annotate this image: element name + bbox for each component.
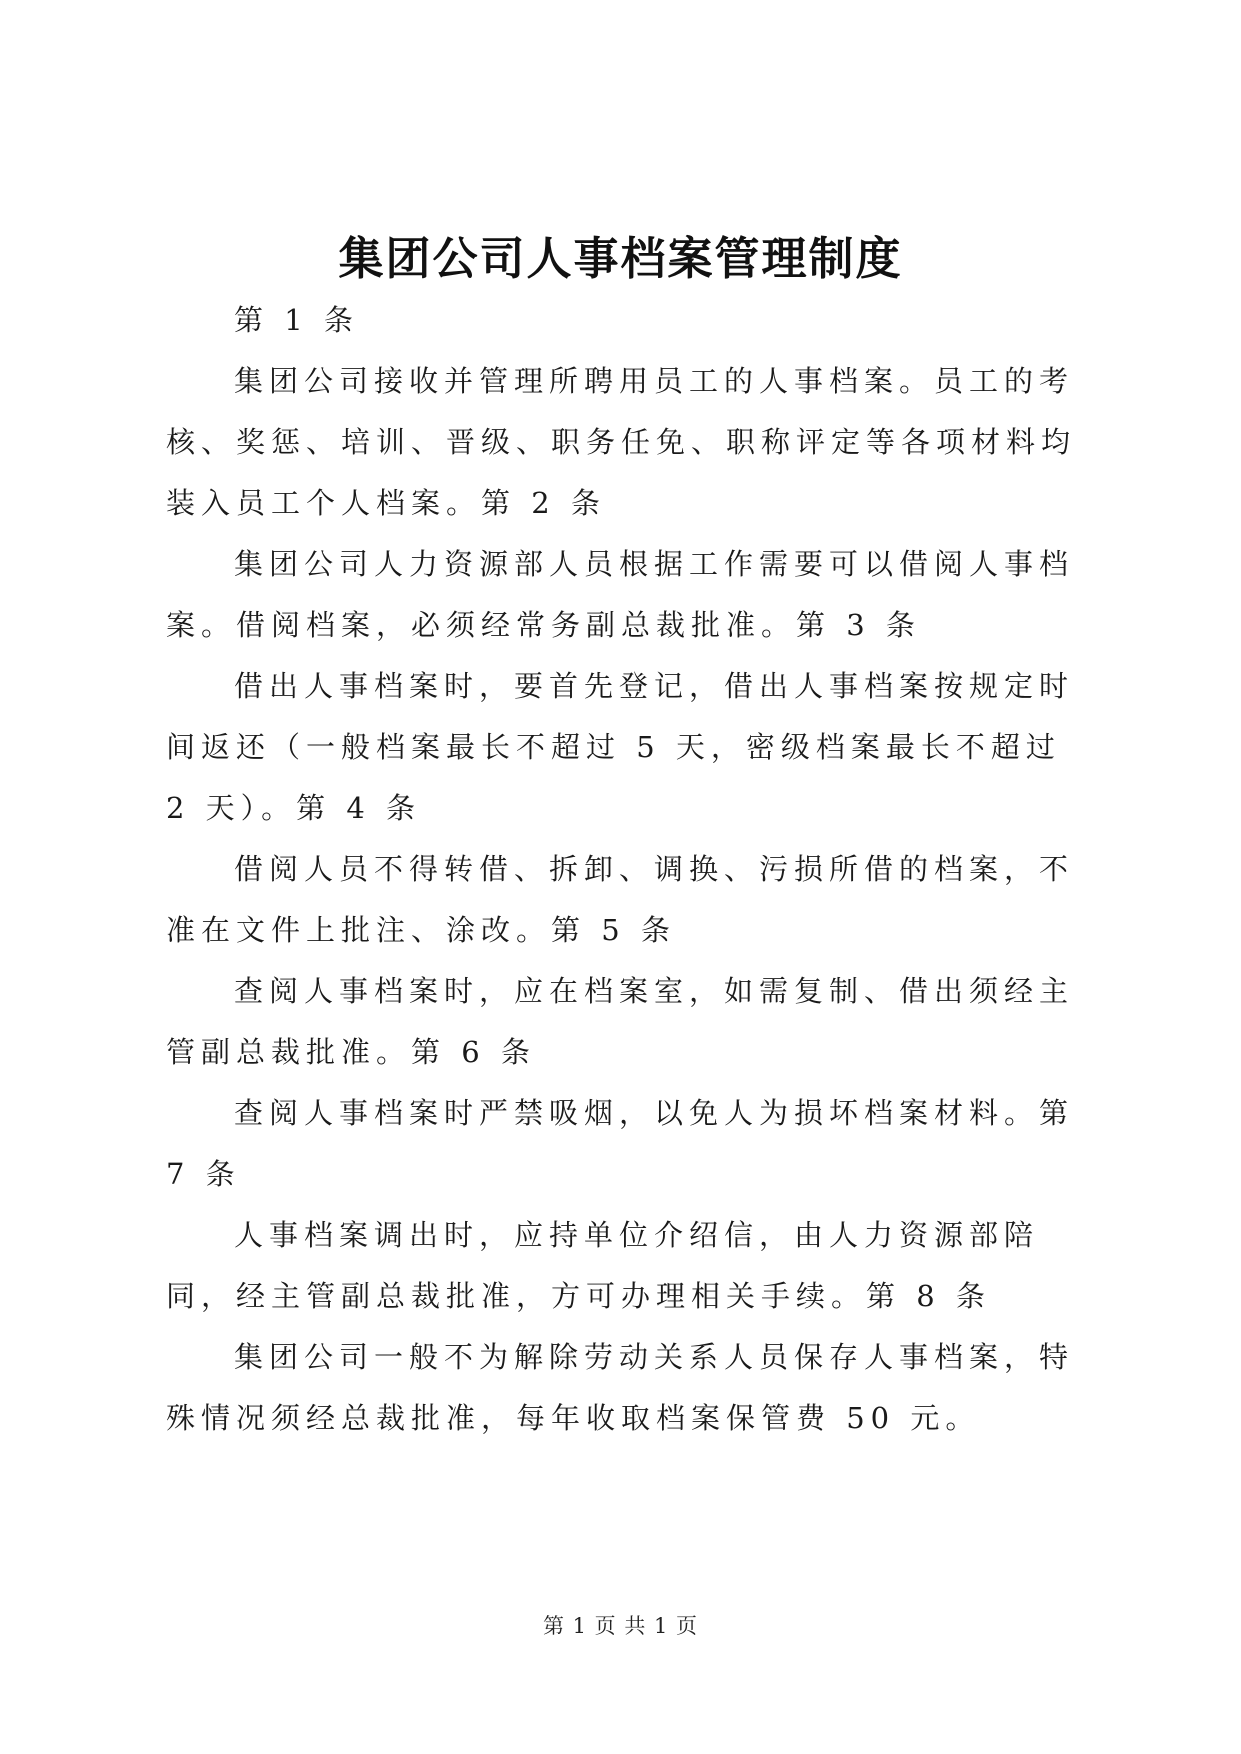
paragraph: 查阅人事档案时严禁吸烟，以免人为损坏档案材料。第 7 条 [166, 1096, 1075, 1191]
paragraph: 查阅人事档案时，应在档案室，如需复制、借出须经主管副总裁批准。第 6 条 [166, 974, 1075, 1069]
paragraph: 人事档案调出时，应持单位介绍信，由人力资源部陪同，经主管副总裁批准，方可办理相关手续。第 8 条 [166, 1218, 1040, 1313]
paragraph: 第 1 条 [234, 303, 359, 337]
paragraph: 借阅人员不得转借、拆卸、调换、污损所借的档案，不准在文件上批注、涂改。第 5 条 [166, 852, 1075, 947]
paragraph: 借出人事档案时，要首先登记，借出人事档案按规定时间返还（一般档案最长不超过 5 天，密级档案最长不超过 2 天）。第 4 条 [166, 669, 1075, 825]
paragraph: 集团公司一般不为解除劳动关系人员保存人事档案，特殊情况须经总裁批准，每年收取档案保管费 50 元。 [166, 1340, 1075, 1435]
paragraph: 集团公司接收并管理所聘用员工的人事档案。员工的考核、奖惩、培训、晋级、职务任免、职称评定等各项材料均装入员工个人档案。第 2 条 [166, 364, 1077, 520]
paragraph: 集团公司人力资源部人员根据工作需要可以借阅人事档案。借阅档案，必须经常务副总裁批准。第 3 条 [166, 547, 1075, 642]
document-body [166, 290, 1086, 1449]
document-title: 集团公司人事档案管理制度 [338, 232, 903, 285]
page-number-footer: 第 1 页 共 1 页 [542, 1614, 699, 1638]
